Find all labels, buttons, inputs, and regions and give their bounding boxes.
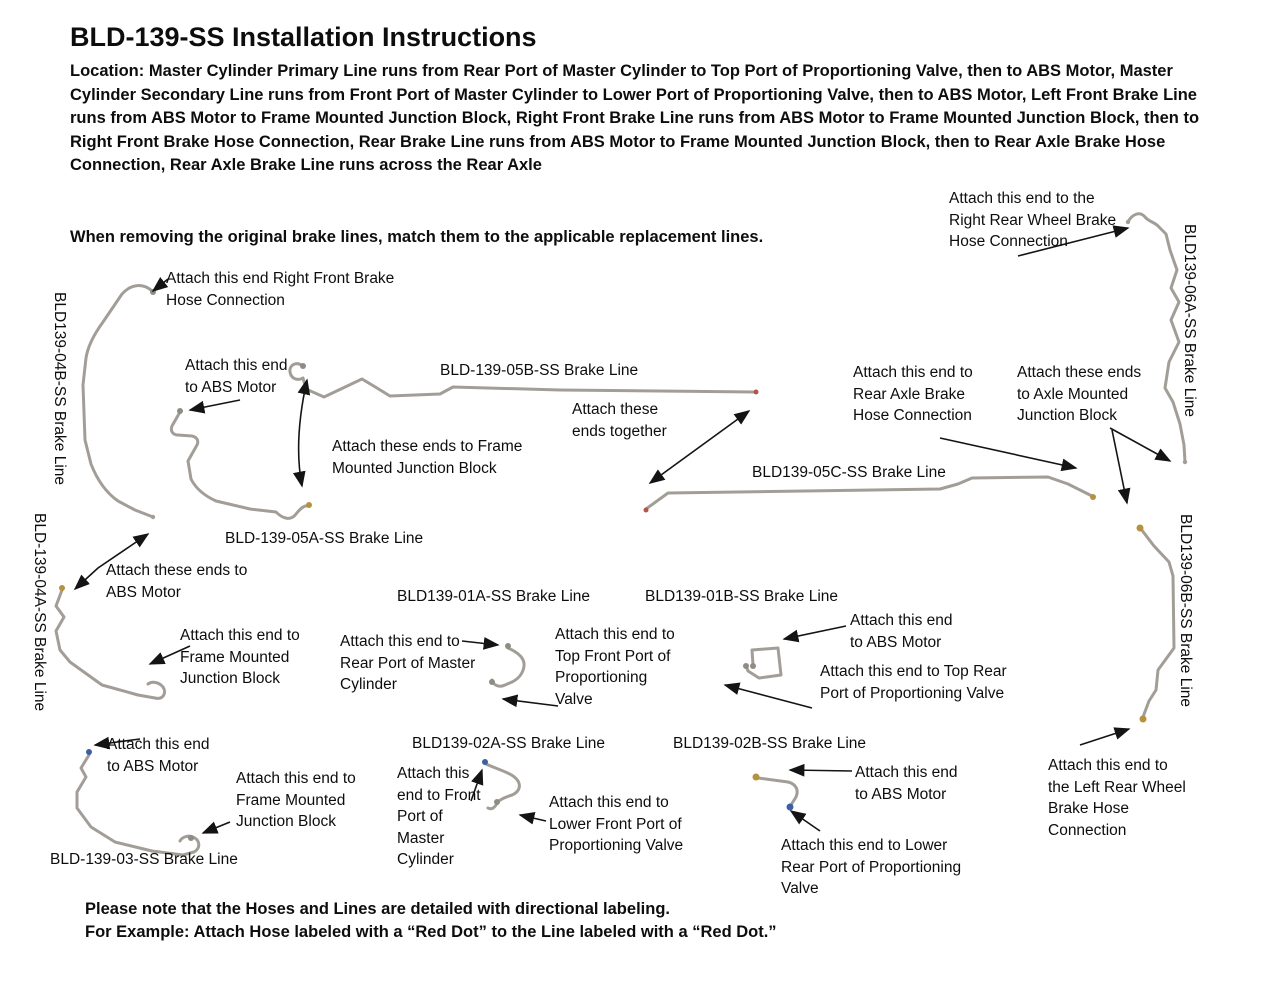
part-label-04a: BLD-139-04A-SS Brake Line — [31, 513, 48, 712]
callout-abs-motor-top: Attach this end to ABS Motor — [185, 357, 288, 396]
part-label-01a: BLD139-01A-SS Brake Line — [397, 588, 591, 605]
callout-abs-motor-right: Attach this end to ABS Motor — [850, 612, 953, 651]
callout-rear-port-master: Attach this end to Rear Port of Master Cylinder — [340, 633, 476, 693]
callout-lower-front-port: Attach this end to Lower Front Port of Proportioning Valve — [549, 794, 684, 854]
callout-frame-junction-mid: Attach these ends to Frame Mounted Junction Block — [332, 438, 523, 477]
brake-line-06b — [1137, 525, 1175, 723]
callout-left-rear-hose: Attach this end to the Left Rear Wheel Brake Hose Connection — [1048, 757, 1186, 839]
part-label-05a: BLD-139-05A-SS Brake Line — [225, 530, 424, 547]
callout-frame-junction-bottom: Attach this end to Frame Mounted Junction Block — [236, 770, 356, 830]
callout-abs-bottom-left: Attach this end to ABS Motor — [107, 736, 210, 775]
note-line-2: For Example: Attach Hose labeled with a “Red Dot” to the Line labeled with a “Red Dot.” — [85, 923, 777, 941]
brake-line-06a — [1126, 214, 1187, 464]
part-label-02a: BLD139-02A-SS Brake Line — [412, 735, 606, 752]
callout-rear-axle-hose: Attach this end to Rear Axle Brake Hose Connection — [853, 364, 973, 424]
brake-line-01b — [743, 648, 781, 678]
part-label-06a: BLD139-06A-SS Brake Line — [1181, 224, 1198, 418]
part-label-01b: BLD139-01B-SS Brake Line — [645, 588, 839, 605]
part-label-04b: BLD139-04B-SS Brake Line — [51, 292, 68, 486]
callout-abs-ends-left: Attach these ends to ABS Motor — [106, 562, 248, 601]
callout-frame-junction-left: Attach this end to Frame Mounted Junction Block — [180, 627, 300, 687]
callout-axle-junction: Attach these ends to Axle Mounted Junction Block — [1017, 364, 1142, 424]
location-paragraph: Location: Master Cylinder Primary Line runs from Rear Port of Master Cylinder to Top Port of Proportioning Valve, then to ABS Motor, Master Cylinder Secondary Line runs from Front Port of Master Cylinder to Lower Port of Proportioning Valve, then to ABS Motor, Left Front Brake Line runs from ABS Motor to Frame Mounted Junction Block, Right Front Brake Line runs from ABS Motor to Frame Mounted Junction Block, then to Right Front Brake Hose Connection, Rear Brake Line runs from ABS Motor to Frame Mounted Junction Block, then to Rear Axle Brake Hose Connection, Rear Axle Brake Line runs across the Rear Axle — [70, 62, 1200, 174]
callout-abs-bottom-right: Attach this end to ABS Motor — [855, 764, 958, 803]
callout-right-front-hose: Attach this end Right Front Brake Hose Connection — [166, 270, 395, 309]
intro-text: When removing the original brake lines, match them to the applicable replacement lines. — [70, 228, 764, 246]
part-label-05b: BLD-139-05B-SS Brake Line — [440, 362, 639, 379]
brake-line-04b — [83, 286, 156, 520]
part-label-02b: BLD139-02B-SS Brake Line — [673, 735, 867, 752]
brake-line-05a — [171, 408, 312, 518]
callout-front-port-master: Attach this end to Front Port of Master Cylinder — [397, 765, 481, 868]
callout-ends-together: Attach these ends together — [572, 401, 667, 440]
brake-line-02a — [482, 759, 519, 809]
callout-top-front-port: Attach this end to Top Front Port of Proportioning Valve — [555, 626, 675, 708]
note-line-1: Please note that the Hoses and Lines are detailed with directional labeling. — [85, 900, 670, 918]
brake-line-02b — [753, 774, 798, 811]
callout-right-rear-hose: Attach this end to the Right Rear Wheel Brake Hose Connection — [949, 190, 1117, 250]
part-label-05c: BLD139-05C-SS Brake Line — [752, 464, 946, 481]
part-label-06b: BLD139-06B-SS Brake Line — [1177, 514, 1194, 708]
page-title: BLD-139-SS Installation Instructions — [70, 22, 537, 52]
callout-lower-rear-port: Attach this end to Lower Rear Port of Proportioning Valve — [781, 837, 962, 897]
brake-line-05c — [644, 477, 1097, 513]
callout-top-rear-port: Attach this end to Top Rear Port of Proportioning Valve — [820, 663, 1007, 702]
part-label-03: BLD-139-03-SS Brake Line — [50, 851, 238, 868]
brake-line-01a — [489, 643, 524, 686]
